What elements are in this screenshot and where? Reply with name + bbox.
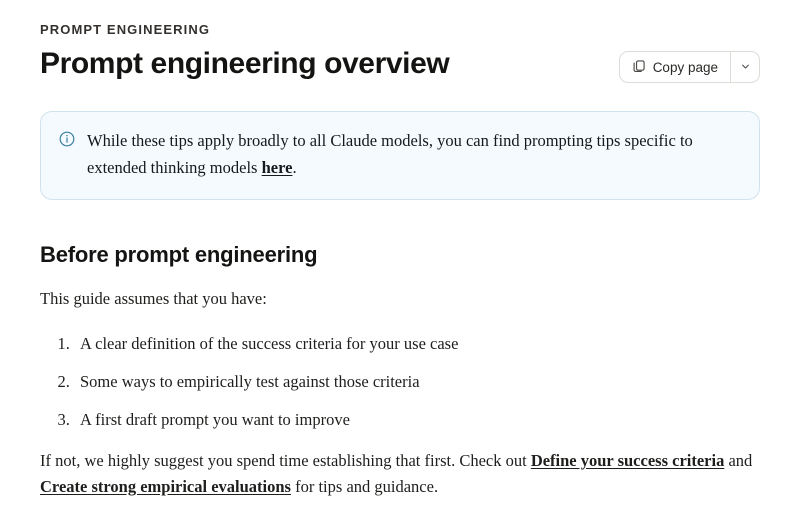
page-title: Prompt engineering overview [40,47,450,80]
callout-text-after: . [292,157,297,177]
closing-paragraph [40,448,760,499]
section-intro-text: This guide assumes that you have: [40,289,267,309]
closing-text-before: If not, we highly suggest you spend time establishing that first. Check out [40,451,531,471]
copy-page-label: Copy page [652,59,718,75]
title-row [40,47,760,83]
callout-text-before: While these tips apply broadly to all Claude models, you can find prompting tips specific to extended thinking models [87,131,693,177]
copy-icon [632,59,646,76]
list-item: 3. A first draft prompt you want to improve [74,408,760,433]
assumptions-list [40,332,760,432]
info-callout [40,111,760,200]
info-circle-icon [59,131,75,181]
copy-page-button[interactable] [620,52,730,82]
closing-text-mid: and [724,451,753,471]
callout-text [87,128,739,181]
empirical-evaluations-link[interactable]: Create strong empirical evaluations [40,476,291,496]
document-page [0,22,800,514]
copy-options-dropdown-button[interactable] [731,52,759,82]
list-item: 2. Some ways to empirically test against those criteria [74,370,760,395]
extended-thinking-link[interactable]: here [261,157,293,177]
chevron-down-icon [740,60,751,75]
define-success-criteria-link[interactable]: Define your success criteria [530,451,725,471]
list-item: 1. A clear definition of the success criteria for your use case [74,332,760,357]
breadcrumb-eyebrow: PROMPT ENGINEERING [40,22,211,37]
closing-text-after: for tips and guidance. [290,476,439,496]
section-heading-before-prompt-engineering: Before prompt engineering [40,242,318,268]
copy-page-group[interactable] [619,51,760,83]
